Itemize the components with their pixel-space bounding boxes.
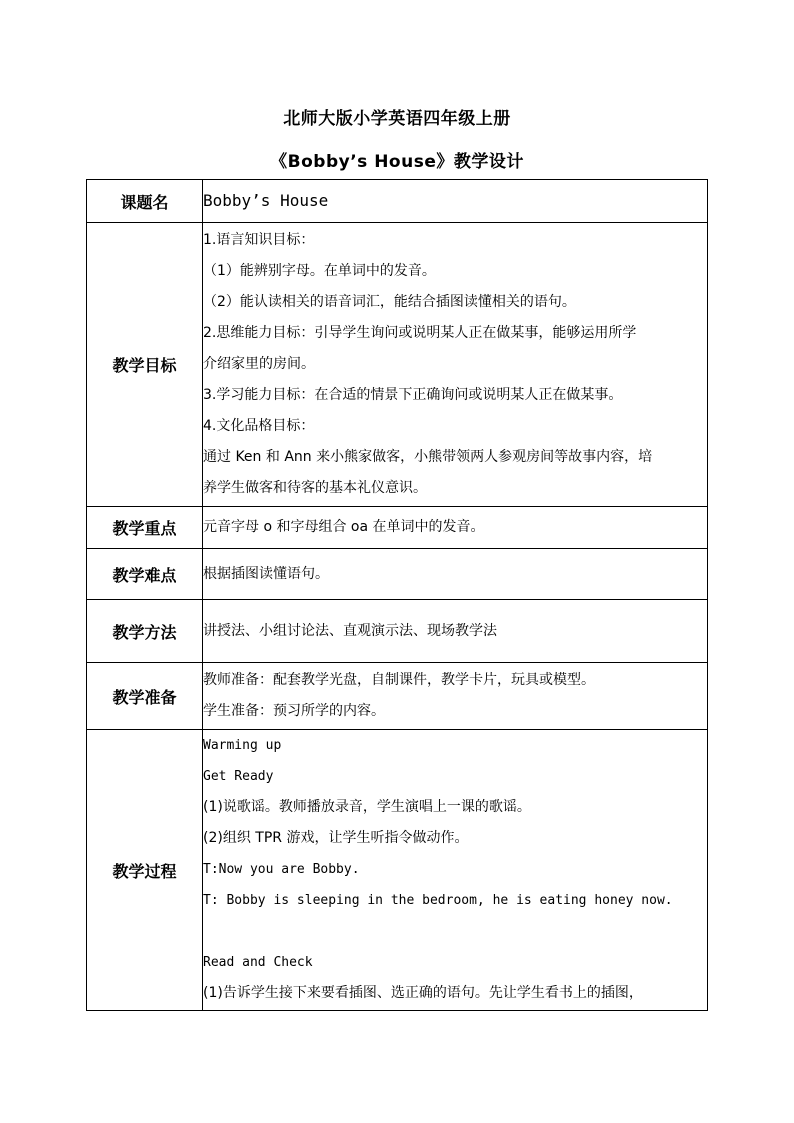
process-line: Read and Check <box>203 955 313 970</box>
methods-label: 教学方法 <box>87 600 203 663</box>
goals-cell <box>203 223 708 507</box>
goals-line: 1.语言知识目标： <box>203 232 315 248</box>
difficulties-cell <box>203 549 708 600</box>
process-line: T:Now you are Bobby. <box>203 862 360 877</box>
goals-line: 介绍家里的房间。 <box>203 356 315 372</box>
goals-line: （2）能认读相关的语音词汇，能结合插图读懂相关的语句。 <box>203 294 576 310</box>
goals-line: 通过 Ken 和 Ann 来小熊家做客，小熊带领两人参观房间等故事内容，培 <box>203 449 653 465</box>
document-subtitle: 《Bobby’s House》教学设计 <box>270 152 524 172</box>
key-points-cell <box>203 507 708 549</box>
process-line: (1)说歌谣。教师播放录音，学生演唱上一课的歌谣。 <box>203 799 531 815</box>
goals-line: （1）能辨别字母。在单词中的发音。 <box>203 263 436 279</box>
table-row-goals <box>87 223 708 507</box>
methods-cell <box>203 600 708 663</box>
table-row-topic <box>87 180 708 223</box>
process-line: (2)组织 TPR 游戏，让学生听指令做动作。 <box>203 830 469 846</box>
topic-label: 课题名 <box>87 180 203 223</box>
table-row-methods <box>87 600 708 663</box>
table-row-process <box>87 730 708 1011</box>
key-points-value: 元音字母 o 和字母组合 oa 在单词中的发音。 <box>203 519 485 535</box>
goals-label: 教学目标 <box>87 223 203 507</box>
blank-line <box>203 916 707 947</box>
process-line: Warming up <box>203 738 282 753</box>
goals-line: 养学生做客和待客的基本礼仪意识。 <box>203 480 427 496</box>
difficulties-value: 根据插图读懂语句。 <box>203 565 329 582</box>
process-label: 教学过程 <box>87 730 203 1011</box>
difficulties-label: 教学难点 <box>87 549 203 600</box>
table-row-difficulties <box>87 549 708 600</box>
student-preparation: 学生准备：预习所学的内容。 <box>203 703 385 719</box>
document-title: 北师大版小学英语四年级上册 <box>283 109 511 129</box>
lesson-design-table <box>86 179 708 1011</box>
key-points-label: 教学重点 <box>87 507 203 549</box>
process-line: Get Ready <box>203 769 274 784</box>
process-line: (1)告诉学生接下来要看插图、选正确的语句。先让学生看书上的插图， <box>203 985 643 1001</box>
goals-line: 3.学习能力目标：在合适的情景下正确询问或说明某人正在做某事。 <box>203 387 623 403</box>
topic-cell <box>203 180 708 223</box>
goals-line: 4.文化品格目标： <box>203 418 315 434</box>
goals-line: 2.思维能力目标：引导学生询问或说明某人正在做某事，能够运用所学 <box>203 325 637 341</box>
process-line: T: Bobby is sleeping in the bedroom, he is eating honey now. <box>203 893 673 908</box>
preparation-label: 教学准备 <box>87 663 203 730</box>
teacher-preparation: 教师准备：配套教学光盘，自制课件，教学卡片，玩具或模型。 <box>203 672 595 688</box>
methods-value: 讲授法、小组讨论法、直观演示法、现场教学法 <box>203 622 497 639</box>
table-row-preparation <box>87 663 708 730</box>
table-row-key-points <box>87 507 708 549</box>
process-cell <box>203 730 708 1011</box>
topic-value: Bobby’s House <box>203 191 329 210</box>
preparation-cell <box>203 663 708 730</box>
